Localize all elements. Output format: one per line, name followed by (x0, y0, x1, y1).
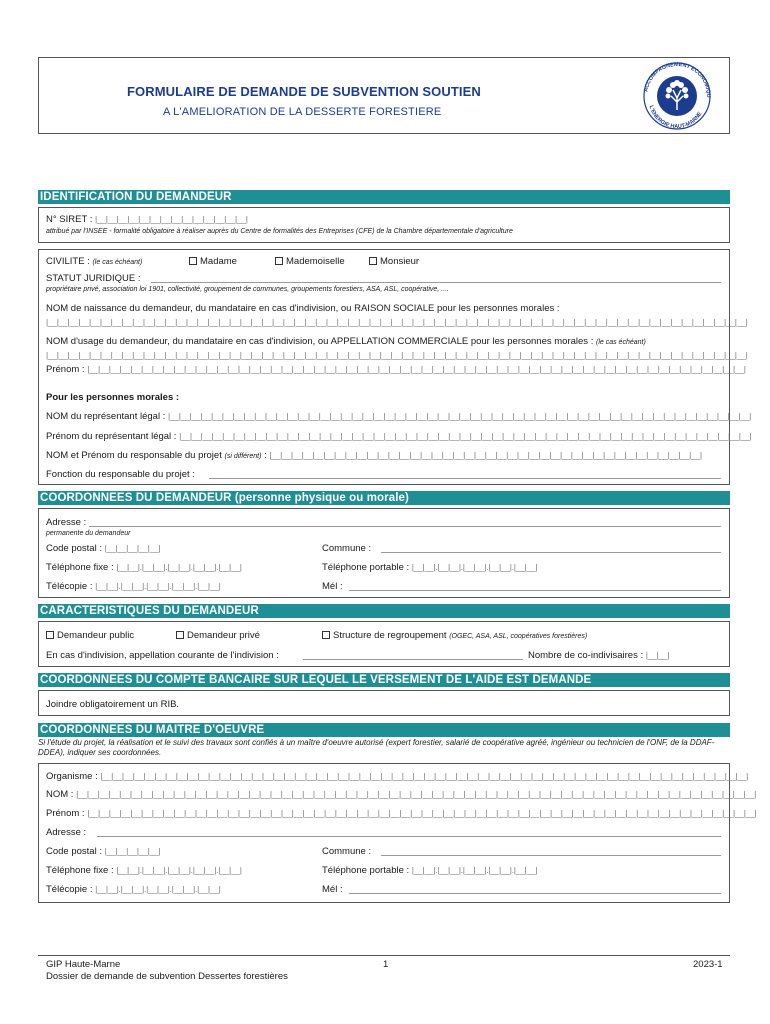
nom-resp-note: (si différent) (224, 453, 262, 460)
commune-label: Commune : (322, 543, 372, 554)
maitre-mel-field[interactable] (349, 893, 721, 894)
maitre-prenom-label: Prénom : (46, 808, 85, 819)
footer-divider (38, 955, 730, 956)
tel-portable-label: Téléphone portable : (322, 562, 410, 573)
commune-field[interactable] (381, 552, 721, 553)
code-postal-field[interactable]: |__|__|__|__|__| (104, 543, 161, 553)
maitre-mel-label: Mél : (322, 884, 343, 895)
footer-version: 2023-1 (693, 959, 723, 970)
statut-field[interactable] (151, 282, 721, 283)
nom-rep-label: NOM du représentant légal : (46, 411, 166, 422)
indivision-field[interactable] (303, 659, 523, 660)
civ-madame[interactable]: Madame (189, 256, 237, 267)
footer-page-number: 1 (383, 959, 389, 970)
mel-label: Mél : (322, 581, 343, 592)
mel-field[interactable] (349, 590, 721, 591)
section-identification: IDENTIFICATION DU DEMANDEUR (38, 190, 730, 204)
svg-text:ACCOMPAGNEMENT ECONOMIQUE: ACCOMPAGNEMENT ECONOMIQU (643, 61, 712, 98)
maitre-note: Si l'étude du projet, la réalisation et le suivi des travaux sont confiés à un maître d'oeuvre autorisé (expert forestier, salarié de coopérative agréé, ingénieur ou technicien de l'ONF, de la DDAF-DDEA), indiquer ses coordonnées. (38, 738, 715, 757)
maitre-cp-label: Code postal : (46, 846, 102, 857)
organisation-logo (633, 60, 721, 132)
section-maitre: COORDONNEES DU MAITRE D'OEUVRE (38, 723, 730, 737)
opt-prive[interactable]: Demandeur privé (176, 630, 260, 641)
checkbox-icon (275, 257, 283, 265)
rib-text: Joindre obligatoirement un RIB. (46, 699, 180, 710)
prenom-rep-field[interactable]: |__|__|__|__|__|__|__|__|__|__|__|__|__|__|__|__|__|__|__|__|__|__|__|__|__|__|__|__|__|__|__|__|__|__|__|__|__|__|__|__|__|__|__|__|__|__|__|__|__|__|__|__|__| (179, 431, 752, 441)
telecopie-label: Télécopie : (46, 581, 93, 592)
nom-usage-field[interactable]: |__|__|__|__|__|__|__|__|__|__|__|__|__|__|__|__|__|__|__|__|__|__|__|__|__|__|__|__|__|__|__|__|__|__|__|__|__|__|__|__|__|__|__|__|__|__|__|__|__|__|__|__|__|__|__|__|__|__|__|__|__|__|__|__|__| (46, 350, 748, 360)
tel-fixe-label: Téléphone fixe : (46, 562, 114, 573)
opt-public[interactable]: Demandeur public (46, 630, 134, 641)
footer-doc: Dossier de demande de subvention Dessertes forestières (46, 971, 288, 982)
maitre-tel-fixe-field[interactable]: |__|__|.|__|__|.|__|__|.|__|__|.|__|__| (116, 865, 242, 875)
nom-naissance-label: NOM de naissance du demandeur, du mandataire en cas d'indivision, ou RAISON SOCIALE pour les personnes morales : (46, 303, 560, 314)
maitre-tel-fixe-label: Téléphone fixe : (46, 865, 114, 876)
siret-label: N° SIRET : (46, 214, 93, 225)
maitre-box (38, 763, 757, 903)
tel-fixe-field[interactable]: |__|__|.|__|__|.|__|__|.|__|__|.|__|__| (116, 562, 242, 572)
siret-box (38, 207, 730, 243)
maitre-commune-label: Commune : (322, 846, 372, 857)
form-title: FORMULAIRE DE DEMANDE DE SUBVENTION SOUTIEN (127, 84, 481, 99)
indivision-label: En cas d'indivision, appellation courante de l'indivision : (46, 650, 279, 661)
checkbox-icon (46, 631, 54, 639)
checkbox-icon (189, 257, 197, 265)
adresse-label: Adresse : (46, 517, 87, 528)
nom-resp-field[interactable]: |__|__|__|__|__|__|__|__|__|__|__|__|__|__|__|__|__|__|__|__|__|__|__|__|__|__|__|__|__|__|__|__|__|__|__|__|__|__|__|__| (269, 450, 702, 460)
section-caracteristiques: CARACTERISTIQUES DU DEMANDEUR (38, 604, 730, 618)
siret-field[interactable]: |__|__|__|__|__|__|__|__|__|__|__|__|__|__| (95, 214, 248, 224)
fonction-resp-field[interactable] (209, 478, 721, 479)
checkbox-icon (322, 631, 330, 639)
nb-coindivisaires-field[interactable]: |__|__| (645, 650, 670, 660)
statut-label: STATUT JURIDIQUE : (46, 273, 141, 284)
nom-usage-label: NOM d'usage du demandeur, du mandataire en cas d'indivision, ou APPELLATION COMMERCIALE pour les personnes morales : (46, 336, 594, 347)
civ-mademoiselle[interactable]: Mademoiselle (275, 256, 345, 267)
civilite-note: (le cas échéant) (92, 259, 143, 266)
compte-box (38, 690, 730, 716)
title-box (38, 57, 730, 134)
tel-portable-field[interactable]: |__|__|.|__|__|.|__|__|.|__|__|.|__|__| (411, 562, 538, 572)
siret-note: attribué par l'INSEE - formalité obligatoire à réaliser auprès du Centre de formalités des Entreprises (CFE) de la Chambre départementale d'agriculture (46, 228, 513, 235)
maitre-nom-label: NOM : (46, 789, 74, 800)
organisme-label: Organisme : (46, 771, 98, 782)
fonction-resp-label: Fonction du responsable du projet : (46, 469, 195, 480)
footer-org: GIP Haute-Marne (46, 959, 121, 970)
maitre-cp-field[interactable]: |__|__|__|__|__| (104, 846, 161, 856)
prenom-label: Prénom : (46, 364, 85, 375)
form-subtitle: A L'AMELIORATION DE LA DESSERTE FORESTIERE (163, 106, 442, 118)
nom-usage-note: (le cas échéant) (595, 339, 646, 346)
section-coordonnees: COORDONNEES DU DEMANDEUR (personne physique ou morale) (38, 491, 730, 505)
identity-box: CIVILITE : (le cas échéant) Madame Mademoiselle Monsieur STATUT JURIDIQUE : propriétaire privé, association loi 1901, collectivité, groupement de communes, groupements forestiers, ASA, ASL, coopérative, .... NOM de naissance du demandeur, du mandataire en cas d'indivision, ou RAISON SOCIALE pour les personnes morales : |__|__|__|__|__|__|__|__|__|__|__|__|__|__|__|__|__|__|__|__|__|__|__|__|__|__|__|__|__|__|__|__|__|__|__|__|__|__|__|__|__|__|__|__|__|__|__|__|__|__|__|__|__|__|__|__|__|__|__|__|__|__|__|__|__| NOM d'usage du demandeur, du mandataire en cas d'indivision, ou APPELLATION COMMERCIALE pour les personnes morales : (le cas échéant) |__|__|__|__|__|__|__|__|__|__|__|__|__|__|__|__|__|__|__|__|__|__|__|__|__|__|__|__|__|__|__|__|__|__|__|__|__|__|__|__|__|__|__|__|__|__|__|__|__|__|__|__|__|__|__|__|__|__|__|__|__|__|__|__|__| Prénom : |__|__|__|__|__|__|__|__|__|__|__|__|__|__|__|__|__|__|__|__|__|__|__|__|__|__|__|__|__|__|__|__|__|__|__|__|__|__|__|__|__|__|__|__|__|__|__|__|__|__|__|__|__|__|__|__|__|__|__|__|__| Pour les personnes morales : NOM du représentant légal : |__|__|__|__|__|__|__|__|__|__|__|__|__|__|__|__|__|__|__|__|__|__|__|__|__|__|__|__|__|__|__|__|__|__|__|__|__|__|__|__|__|__|__|__|__|__|__|__|__|__|__|__|__|__| Prénom du représentant légal : |__|__|__|__|__|__|__|__|__|__|__|__|__|__|__|__|__|__|__|__|__|__|__|__|__|__|__|__|__|__|__|__|__|__|__|__|__|__|__|__|__|__|__|__|__|__|__|__|__|__|__|__|__| NOM et Prénom du responsable du projet (si différent) : |__|__|__|__|__|__|__|__|__|__|__|__|__|__|__|__|__|__|__|__|__|__|__|__|__|__|__|__|__|__|__|__|__|__|__|__|__|__|__|__| Fonction du responsable du projet : (38, 249, 730, 485)
prenom-rep-label: Prénom du représentant légal : (46, 431, 177, 442)
checkbox-icon (176, 631, 184, 639)
caracteristiques-box (38, 621, 730, 667)
nom-rep-field[interactable]: |__|__|__|__|__|__|__|__|__|__|__|__|__|__|__|__|__|__|__|__|__|__|__|__|__|__|__|__|__|__|__|__|__|__|__|__|__|__|__|__|__|__|__|__|__|__|__|__|__|__|__|__|__|__| (167, 411, 752, 421)
maitre-nom-field[interactable]: |__|__|__|__|__|__|__|__|__|__|__|__|__|__|__|__|__|__|__|__|__|__|__|__|__|__|__|__|__|__|__|__|__|__|__|__|__|__|__|__|__|__|__|__|__|__|__|__|__|__|__|__|__|__|__|__|__|__|__|__|__|__|__| (76, 789, 757, 799)
nom-naissance-field[interactable]: |__|__|__|__|__|__|__|__|__|__|__|__|__|__|__|__|__|__|__|__|__|__|__|__|__|__|__|__|__|__|__|__|__|__|__|__|__|__|__|__|__|__|__|__|__|__|__|__|__|__|__|__|__|__|__|__|__|__|__|__|__|__|__|__|__| (46, 317, 748, 327)
maitre-adresse-field[interactable] (97, 836, 721, 837)
statut-note: propriétaire privé, association loi 1901, collectivité, groupement de communes, groupements forestiers, ASA, ASL, coopérative, .... (46, 286, 449, 293)
maitre-tel-portable-field[interactable]: |__|__|.|__|__|.|__|__|.|__|__|.|__|__| (411, 865, 538, 875)
morales-heading: Pour les personnes morales : (46, 392, 180, 403)
prenom-field[interactable]: |__|__|__|__|__|__|__|__|__|__|__|__|__|__|__|__|__|__|__|__|__|__|__|__|__|__|__|__|__|__|__|__|__|__|__|__|__|__|__|__|__|__|__|__|__|__|__|__|__|__|__|__|__|__|__|__|__|__|__|__|__| (87, 364, 746, 374)
code-postal-label: Code postal : (46, 543, 102, 554)
maitre-telecopie-label: Télécopie : (46, 884, 93, 895)
maitre-tel-portable-label: Téléphone portable : (322, 865, 410, 876)
checkbox-icon (369, 257, 377, 265)
svg-text:L'ENERGIE HAUT-MARNE: L'ENERGIE HAUT-MARNE (647, 104, 704, 131)
nom-resp-label: NOM et Prénom du responsable du projet (46, 450, 222, 461)
civ-monsieur[interactable]: Monsieur (369, 256, 419, 267)
telecopie-field[interactable]: |__|__|.|__|__|.|__|__|.|__|__|.|__|__| (95, 581, 221, 591)
section-compte: COORDONNEES DU COMPTE BANCAIRE SUR LEQUEL LE VERSEMENT DE L'AIDE EST DEMANDE (38, 673, 730, 687)
adresse-field[interactable] (89, 526, 721, 527)
maitre-prenom-field[interactable]: |__|__|__|__|__|__|__|__|__|__|__|__|__|__|__|__|__|__|__|__|__|__|__|__|__|__|__|__|__|__|__|__|__|__|__|__|__|__|__|__|__|__|__|__|__|__|__|__|__|__|__|__|__|__|__|__|__|__|__|__|__|__| (87, 808, 757, 818)
maitre-telecopie-field[interactable]: |__|__|.|__|__|.|__|__|.|__|__|.|__|__| (95, 884, 221, 894)
civilite-label: CIVILITE : (46, 256, 90, 267)
organisme-field[interactable]: |__|__|__|__|__|__|__|__|__|__|__|__|__|__|__|__|__|__|__|__|__|__|__|__|__|__|__|__|__|__|__|__|__|__|__|__|__|__|__|__|__|__|__|__|__|__|__|__|__|__|__|__|__|__|__|__|__|__|__|__| (100, 771, 749, 781)
adresse-note: permanente du demandeur (46, 530, 131, 537)
maitre-adresse-label: Adresse : (46, 827, 87, 838)
opt-structure[interactable]: Structure de regroupement (OGEC, ASA, ASL, coopératives forestières) (322, 630, 587, 641)
coordonnees-box (38, 508, 730, 598)
nb-coindivisaires-label: Nombre de co-indivisaires : (528, 650, 644, 661)
maitre-commune-field[interactable] (381, 855, 721, 856)
